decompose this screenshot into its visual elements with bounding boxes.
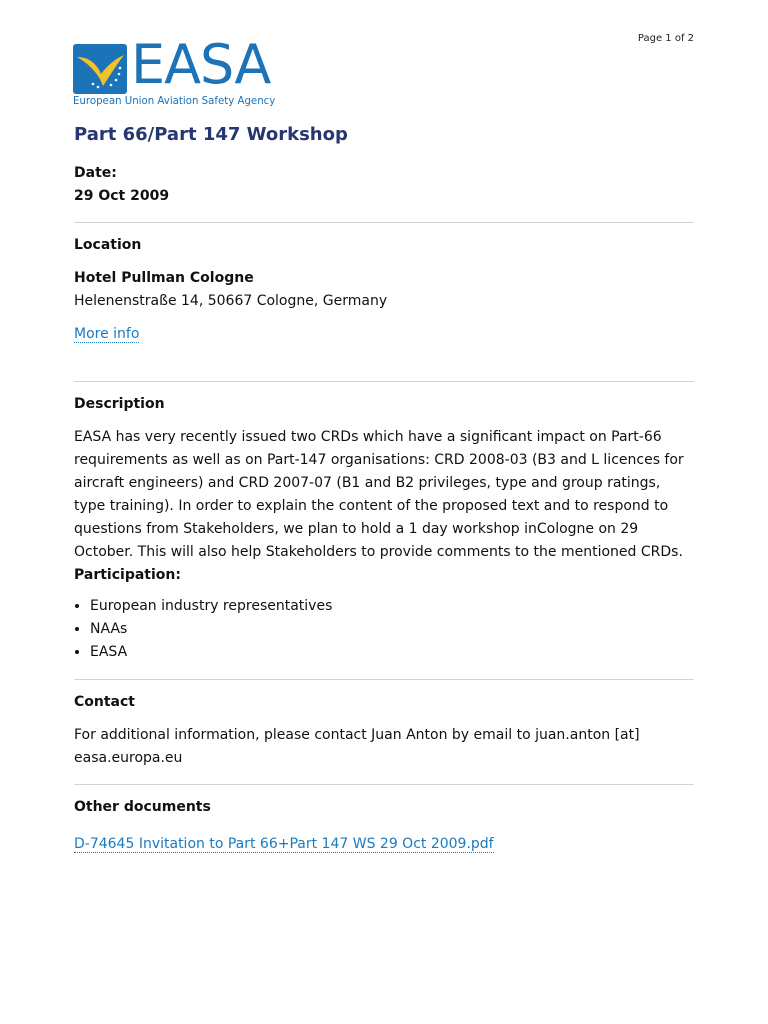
venue-name: Hotel Pullman Cologne (74, 270, 254, 286)
more-info-link[interactable]: More info (74, 326, 140, 342)
contact-text: For additional information, please contact Juan Anton by email to juan.anton [at] easa.europa.eu (74, 727, 640, 766)
page-number: Page 1 of 2 (637, 33, 694, 44)
divider (74, 679, 694, 680)
logo-subtitle: European Union Aviation Safety Agency (73, 96, 276, 107)
easa-logo[interactable] (73, 33, 283, 112)
description-body (74, 426, 694, 587)
location-section (74, 234, 694, 343)
contact-heading: Contact (74, 694, 135, 710)
list-item: • European industry representatives (90, 595, 694, 618)
description-text: EASA has very recently issued two CRDs which have a significant impact on Part-66 requirements as well as on Part-147 organisations: CRD 2008-03 (B3 and L licences for aircraft engineers) and CRD 2007-07 (B1 and B2 privileges, type and group ratings, type training). In order to explain the content of the proposed text and to respond to questions from Stakeholders, we plan to hold a 1 day workshop inCologne on 29 October. This will also help Stakeholders to provide comments to the mentioned CRDs. (74, 429, 684, 560)
divider (74, 784, 694, 785)
description-heading: Description (74, 396, 165, 412)
documents-section (74, 796, 694, 853)
date-value: 29 Oct 2009 (74, 188, 170, 204)
divider (74, 381, 694, 382)
list-item: • EASA (90, 641, 694, 664)
page-title: Part 66/Part 147 Workshop (74, 124, 348, 145)
participants-list (74, 595, 694, 664)
divider (74, 222, 694, 223)
location-heading: Location (74, 237, 142, 253)
description-section (74, 393, 694, 664)
main-content (74, 122, 694, 853)
document-link[interactable]: D-74645 Invitation to Part 66+Part 147 WS 29 Oct 2009.pdf (74, 836, 494, 852)
list-item: • NAAs (90, 618, 694, 641)
bird-stars-emblem-icon (73, 44, 127, 94)
venue-address: Helenenstraße 14, 50667 Cologne, Germany (74, 293, 388, 309)
contact-section (74, 691, 694, 770)
logo-wordmark: EASA (131, 33, 271, 96)
documents-heading: Other documents (74, 799, 211, 815)
participation-label: Participation: (74, 567, 181, 583)
date-label: Date: (74, 165, 117, 181)
